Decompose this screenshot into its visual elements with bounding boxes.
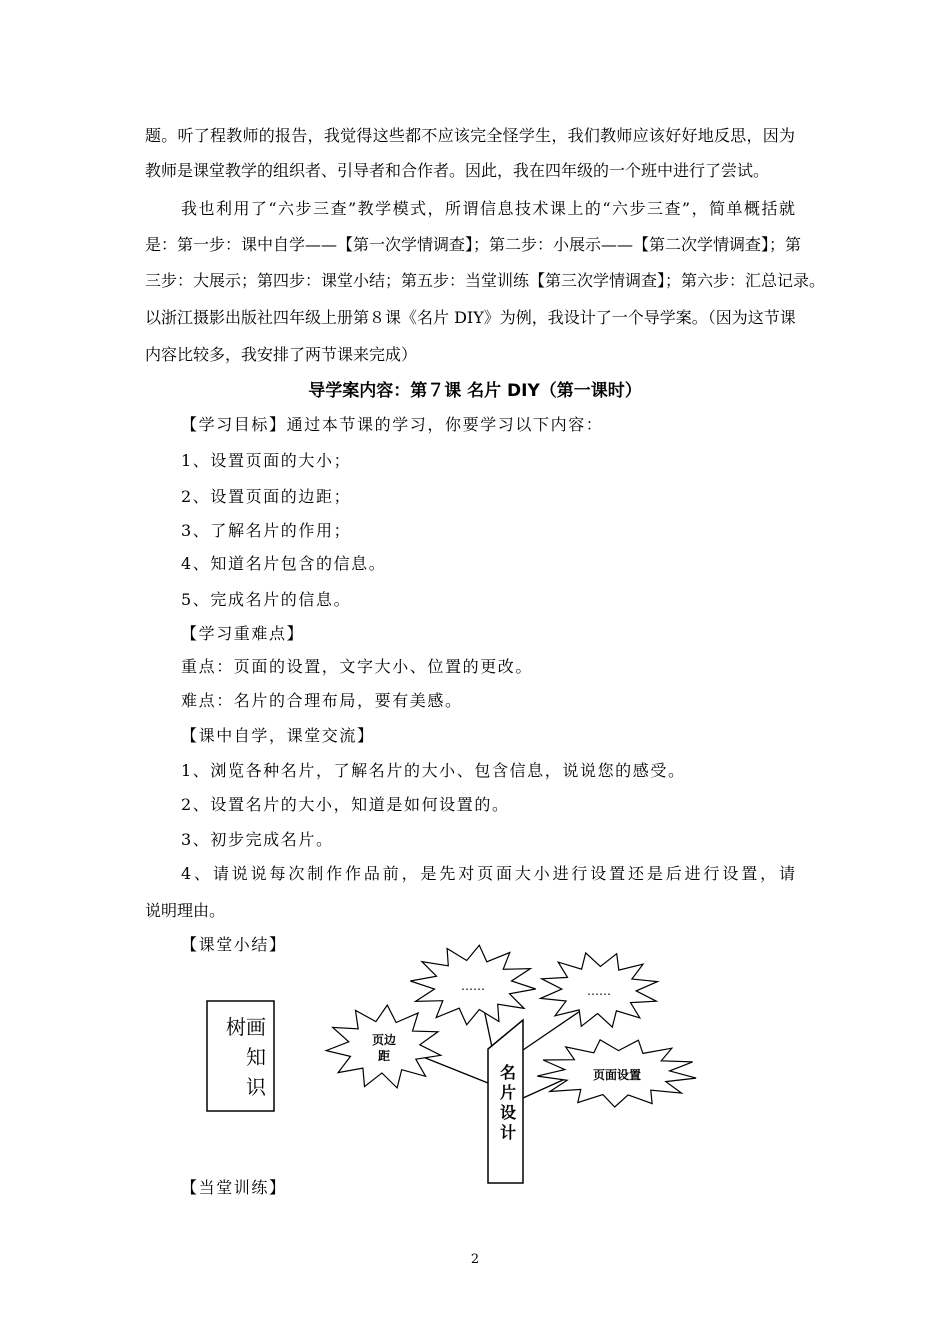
- trunk-char: 片: [499, 1083, 517, 1102]
- selfstudy-item-4-line-1: 4、请说说每次制作作品前，是先对页面大小进行设置还是后进行设置，请: [181, 864, 795, 883]
- selfstudy-heading: 【课中自学，课堂交流】: [181, 726, 375, 745]
- objectives-heading: 【学习目标】通过本节课的学习，你要学习以下内容：: [181, 415, 604, 434]
- paragraph-2-line-5: 内容比较多，我安排了两节课来完成）: [145, 345, 418, 364]
- objective-item: 5、完成名片的信息。: [181, 590, 352, 609]
- paragraph-2-line-4: 以浙江摄影出版社四年级上册第８课《名片 DIY》为例，我设计了一个导学案。（因为这节课: [145, 308, 796, 327]
- burst-top-2-label: ……: [587, 984, 611, 998]
- keypoint-difficult: 难点：名片的合理布局，要有美感。: [181, 691, 463, 710]
- trunk-char: 设: [499, 1103, 517, 1122]
- lesson-title: 导学案内容：第７课 名片 DIY（第一课时）: [308, 381, 642, 401]
- paragraph-2-line-2: 是：第一步：课中自学——【第一次学情调查】；第二步：小展示——【第二次学情调查】；第: [145, 235, 802, 254]
- trunk-char: 名: [499, 1063, 517, 1082]
- knowledge-box-label-3: 识: [246, 1075, 266, 1099]
- training-heading: 【当堂训练】: [181, 1178, 287, 1197]
- burst-top-1-label: ……: [461, 979, 485, 993]
- objective-item: 1、设置页面的大小；: [181, 451, 352, 470]
- selfstudy-item: 1、浏览各种名片，了解名片的大小、包含信息，说说您的感受。: [181, 761, 686, 780]
- knowledge-box-label-2: 知: [246, 1045, 266, 1069]
- objective-item: 4、知道名片包含的信息。: [181, 554, 387, 573]
- knowledge-box-label-1: 树画: [226, 1015, 266, 1039]
- objective-item: 3、了解名片的作用；: [181, 521, 352, 540]
- selfstudy-item: 3、初步完成名片。: [181, 830, 334, 849]
- page-number: 2: [470, 1252, 480, 1267]
- summary-heading: 【课堂小结】: [181, 935, 287, 954]
- burst-left-label-2: 距: [377, 1049, 391, 1063]
- paragraph-2-line-3: 三步：大展示；第四步：课堂小结；第五步：当堂训练【第三次学情调查】；第六步：汇总记录。: [145, 271, 826, 290]
- trunk-char: 计: [499, 1123, 517, 1142]
- paragraph-1-line-1: 题。听了程教师的报告，我觉得这些都不应该完全怪学生，我们教师应该好好地反思，因为: [145, 126, 795, 145]
- selfstudy-item: 2、设置名片的大小，知道是如何设置的。: [181, 795, 510, 814]
- knowledge-tree-diagram: [0, 930, 950, 1200]
- keypoints-heading: 【学习重难点】: [181, 624, 305, 643]
- burst-right-label: 页面设置: [592, 1068, 642, 1082]
- burst-left-label-1: 页边: [371, 1033, 397, 1047]
- objective-item: 2、设置页面的边距；: [181, 487, 352, 506]
- paragraph-1-line-2: 教师是课堂教学的组织者、引导者和合作者。因此，我在四年级的一个班中进行了尝试。: [145, 161, 770, 180]
- paragraph-2-line-1: 我也利用了“六步三查”教学模式，所谓信息技术课上的“六步三查”，简单概括就: [181, 199, 795, 218]
- keypoint-key: 重点：页面的设置，文字大小、位置的更改。: [181, 657, 534, 676]
- selfstudy-item-4-line-2: 说明理由。: [145, 901, 226, 920]
